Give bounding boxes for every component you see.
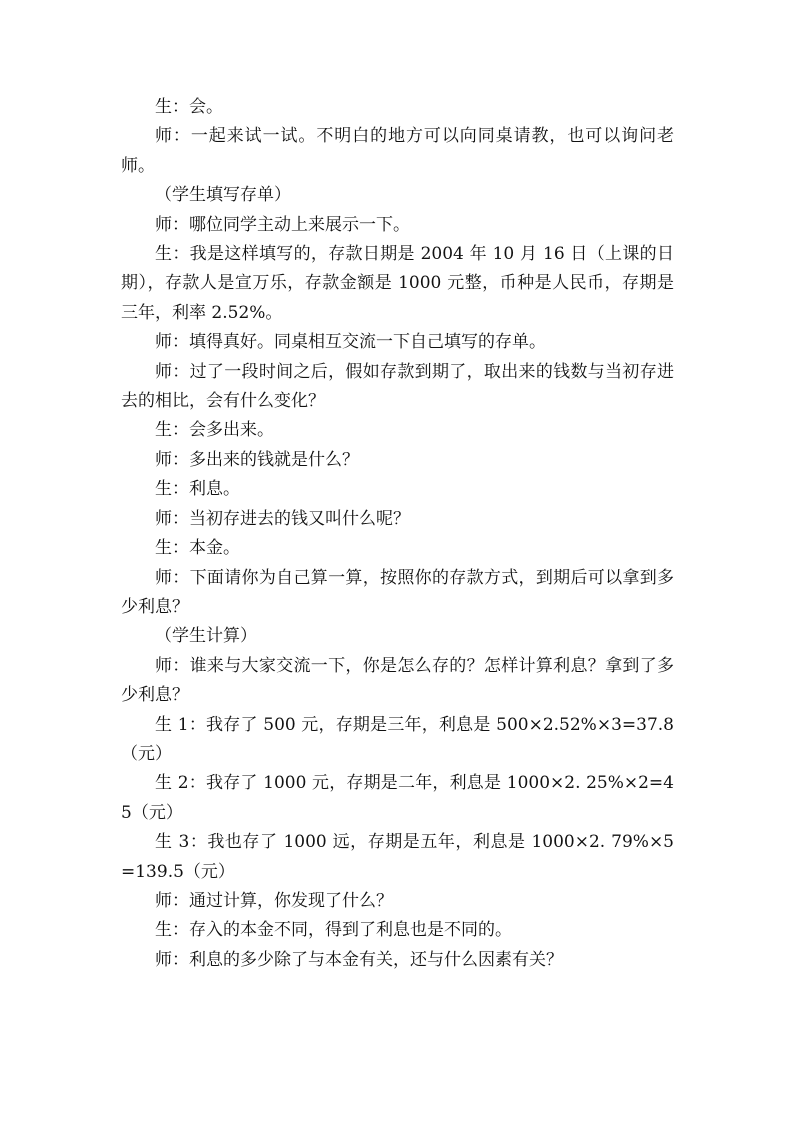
paragraph-11: 师：当初存进去的钱又叫什么呢？ [155, 508, 410, 529]
paragraph-2: 师：一起来试一试。不明白的地方可以向同桌请教，也可以询问老师。 [121, 126, 674, 176]
paragraph-21: 师：利息的多少除了与本金有关，还与什么因素有关？ [155, 949, 563, 970]
paragraph-9: 师：多出来的钱就是什么？ [155, 449, 359, 470]
paragraph-10: 生：利息。 [155, 479, 240, 500]
paragraph-19: 师：通过计算，你发现了什么？ [155, 890, 393, 911]
paragraph-4: 师：哪位同学主动上来展示一下。 [155, 214, 410, 235]
paragraph-6: 师：填得真好。同桌相互交流一下自己填写的存单。 [155, 332, 546, 353]
paragraph-17: 生 2：我存了 1000 元，存期是二年，利息是 1000×2. 25%×2=45（元） [121, 773, 674, 823]
paragraph-14: （学生计算） [155, 626, 257, 647]
paragraph-18: 生 3：我也存了 1000 远，存期是五年，利息是 1000×2. 79%×5=139.5（元） [121, 832, 674, 882]
paragraph-8: 生：会多出来。 [155, 420, 274, 441]
paragraph-20: 生：存入的本金不同，得到了利息也是不同的。 [155, 920, 512, 941]
paragraph-16: 生 1：我存了 500 元，存期是三年，利息是 500×2.52%×3=37.8（元） [121, 714, 674, 764]
paragraph-12: 生：本金。 [155, 538, 240, 559]
paragraph-15: 师：谁来与大家交流一下，你是怎么存的？怎样计算利息？拿到了多少利息？ [121, 655, 674, 706]
paragraph-13: 师：下面请你为自己算一算，按照你的存款方式，到期后可以拿到多少利息？ [121, 567, 674, 617]
paragraph-7: 师：过了一段时间之后，假如存款到期了，取出来的钱数与当初存进去的相比，会有什么变化？ [121, 361, 674, 412]
paragraph-1: 生：会。 [155, 97, 223, 117]
paragraph-3: （学生填写存单） [155, 185, 291, 206]
paragraph-5: 生：我是这样填写的，存款日期是 2004 年 10 月 16 日（上课的日期），存款人是宣万乐，存款金额是 1000 元整，币种是人民币，存期是三年，利率 2.52%。 [121, 244, 674, 323]
document-body [121, 93, 674, 975]
